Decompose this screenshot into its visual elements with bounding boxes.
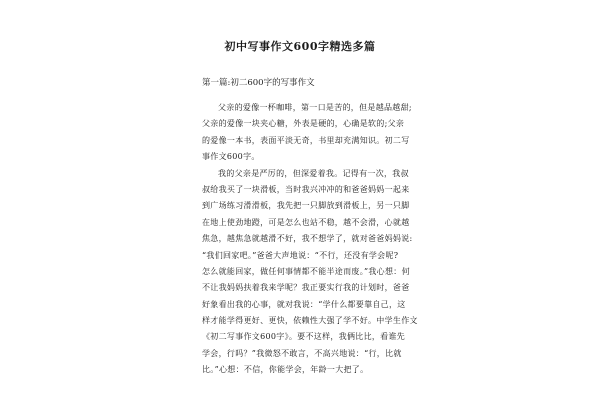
- essay-line: 我的父亲是严厉的，但深爱着我。记得有一次，我叔: [218, 168, 409, 178]
- essay-line: 好象看出我的心事，就对我说：“学什么都要靠自己，这: [202, 299, 406, 309]
- section-heading: 第一篇:初二600字的写事作文: [202, 78, 315, 88]
- essay-line: 在地上使劲地蹬，可是怎么也站不稳，越不会滑，心就越: [202, 217, 410, 227]
- essay-line: 焦急，越焦急就越滑不好，我不想学了，就对爸爸妈妈说:: [202, 234, 413, 244]
- essay-line: 学会，行吗？”我微怒不敢言，不高兴地说：“行，比就: [202, 348, 402, 358]
- essay-line: 父亲的爱像一块夹心糖，外表是硬的，心确是软的;父亲: [202, 119, 405, 129]
- essay-line: “我们回家吧。”爸爸大声地说：“不行，还没有学会呢?: [202, 250, 399, 260]
- essay-line: 不让我妈妈扶着我来学呢？我正要实行我的计划时，爸爸: [202, 283, 410, 293]
- essay-line: 样才能学得更好、更快，依赖性大强了学不好。中学生作文: [202, 316, 418, 326]
- essay-line: 到广场练习滑滑板，我先把一只脚放到滑板上，另一只脚: [202, 201, 410, 211]
- document-title: 初中写事作文600字精选多篇: [224, 40, 376, 53]
- essay-line: 怎么就能回家，做任何事情都不能半途而废。”我心想：何: [202, 266, 410, 276]
- essay-line: 比。”心想：不信，你能学会，年龄一大把了。: [202, 365, 369, 375]
- essay-line: 的爱像一本书，表面平淡无奇，书里却充满知识。初二写: [202, 135, 410, 145]
- essay-body: [202, 100, 418, 379]
- essay-line: 事作文600字。: [202, 152, 260, 162]
- essay-line: 《初二写事作文600字》。要不这样，我俩比比，看谁先: [202, 332, 406, 342]
- essay-line: 叔给我买了一块滑板，当时我兴冲冲的和爸爸妈妈一起来: [202, 184, 410, 194]
- essay-line: 父亲的爱像一杯咖啡，第一口是苦的，但是越品越甜;: [218, 103, 412, 112]
